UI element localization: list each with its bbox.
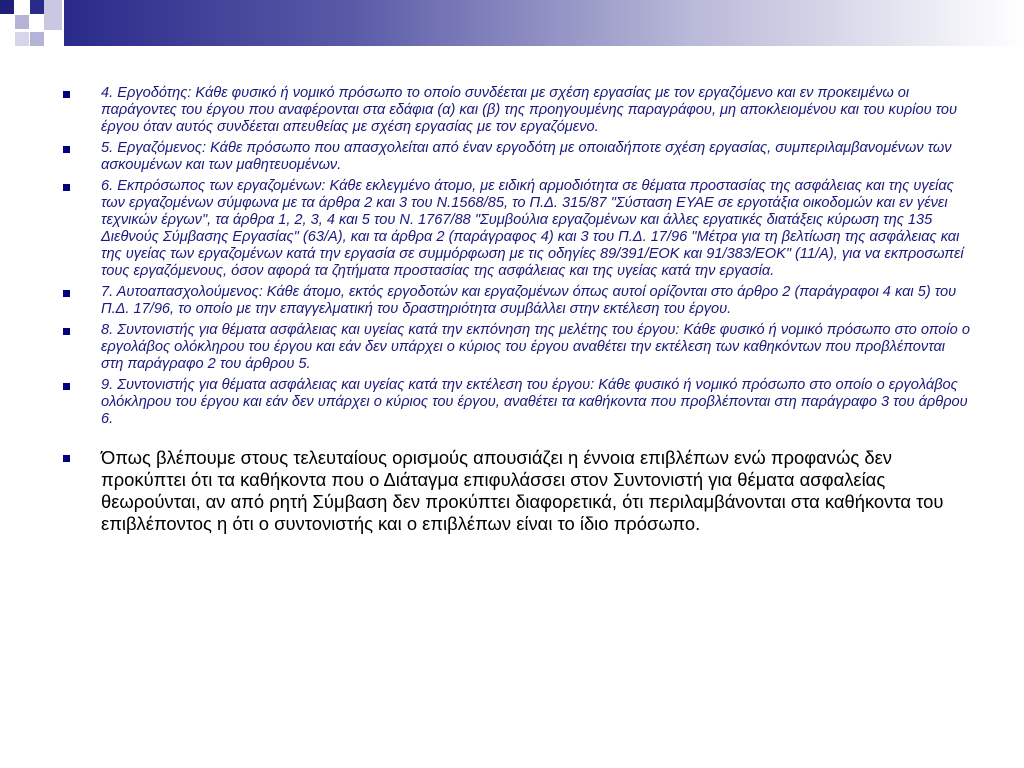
- decor-square-dark-1: [0, 0, 14, 14]
- header-gradient-bar: [64, 0, 1024, 46]
- slide-content: [60, 85, 970, 535]
- definition-item: [60, 377, 970, 428]
- definitions-list: [60, 85, 970, 428]
- bullet-icon: [63, 184, 70, 191]
- definition-text: 8. Συντονιστής για θέματα ασφάλειας και υγείας κατά την εκπόνηση της μελέτης του έργου: Κάθε φυσικό ή νομικό πρόσωπο στο οποίο ο εργολάβος ολόκληρου του έργου και εάν δεν υπάρχει ο κύριος του έργου αναθέτει την εκτέλεση των καθηκόντων που προβλέπονται στη παράγραφο 2 του άρθρου 5.: [101, 322, 970, 372]
- bullet-icon: [63, 455, 70, 462]
- definition-item: [60, 140, 970, 174]
- definition-item: [60, 284, 970, 318]
- conclusion-list: [60, 447, 970, 535]
- header-decoration: [0, 0, 1024, 60]
- definition-item: [60, 322, 970, 373]
- bullet-icon: [63, 383, 70, 390]
- conclusion-item: [60, 447, 970, 535]
- definition-item: [60, 85, 970, 136]
- definition-text: 7. Αυτοαπασχολούμενος: Κάθε άτομο, εκτός εργοδοτών και εργαζομένων όπως αυτοί ορίζονται στο άρθρο 2 (παράγραφοι 4 και 5) του Π.Δ. 17/96, το οποίο με την επαγγελματική του δραστηριότητα συμβάλλει στην εκτέλεση του έργου.: [101, 284, 957, 317]
- decor-square-light-2: [44, 0, 62, 30]
- decor-square-light-1: [15, 15, 29, 29]
- bullet-icon: [63, 146, 70, 153]
- decor-square-dark-2: [30, 0, 44, 14]
- definition-text: 5. Εργαζόμενος: Κάθε πρόσωπο που απασχολείται από έναν εργοδότη με οποιαδήποτε σχέση εργασίας, συμπεριλαμβανομένων των ασκουμένων και των μαθητευομένων.: [101, 140, 952, 173]
- bullet-icon: [63, 91, 70, 98]
- bullet-icon: [63, 328, 70, 335]
- definition-text: 4. Εργοδότης: Κάθε φυσικό ή νομικό πρόσωπο το οποίο συνδέεται με σχέση εργασίας με τον εργαζόμενο και εν προκειμένω οι παράγοντες του έργου που αναφέρονται στα εδάφια (α) και (β) της προηγουμένης παραγράφου, μη αποκλειομένου και του κυρίου του έργου όταν αυτός συνδέεται απευθείας με σχέση εργασίας με τον εργαζόμενο.: [101, 85, 958, 135]
- bullet-icon: [63, 290, 70, 297]
- decor-square-light-4: [15, 32, 29, 46]
- definition-item: [60, 178, 970, 280]
- conclusion-text: Όπως βλέπουμε στους τελευταίους ορισμούς απουσιάζει η έννοια επιβλέπων ενώ προφανώς δεν προκύπτει ότι τα καθήκοντα που ο Διάταγμα επιφυλάσσει στον Συντονιστή για θέματα ασφαλείας θεωρούνται, αν από ρητή Σύμβαση δεν προκύπτει διαφορετικά, ότι περιλαμβάνονται στα καθήκοντα του επιβλέποντος η ότι ο συντονιστής και ο επιβλέπων είναι το ίδιο πρόσωπο.: [101, 447, 944, 534]
- definition-text: 6. Εκπρόσωπος των εργαζομένων: Κάθε εκλεγμένο άτομο, με ειδική αρμοδιότητα σε θέματα προστασίας της ασφάλειας και της υγείας των εργαζομένων σύμφωνα με τα άρθρα 2 και 3 του Ν.1568/85, το Π.Δ. 315/87 "Σύσταση ΕΥΑΕ σε εργοτάξια οικοδομών και εν γένει τεχνικών έργων", τα άρθρα 1, 2, 3, 4 και 5 του Ν. 1767/88 "Συμβούλια εργαζομένων και άλλες εργατικές διατάξεις κύρωση της 135 Διεθνούς Σύμβασης Εργασίας" (63/Α), και τα άρθρα 2 (παράγραφος 4) και 3 του Π.Δ. 17/96 "Μέτρα για τη βελτίωση της ασφάλειας και της υγείας των εργαζομένων κατά την εργασία σε συμμόρφωση με τις οδηγίες 89/391/ΕΟΚ και 91/383/ΕΟΚ" (11/Α), για να εκπροσωπεί τους εργαζόμενους, όσον αφορά τα ζητήματα προστασίας της ασφάλειας και της υγείας κατά την εργασία.: [101, 178, 964, 279]
- decor-square-light-3: [30, 32, 44, 46]
- definition-text: 9. Συντονιστής για θέματα ασφάλειας και υγείας κατά την εκτέλεση του έργου: Κάθε φυσικό ή νομικό πρόσωπο στο οποίο ο εργολάβος ολόκληρου του έργου και εάν δεν υπάρχει ο κύριος του έργου, αναθέτει τα καθήκοντα που προβλέπονται στη παράγραφο 3 του άρθρου 6.: [101, 377, 968, 427]
